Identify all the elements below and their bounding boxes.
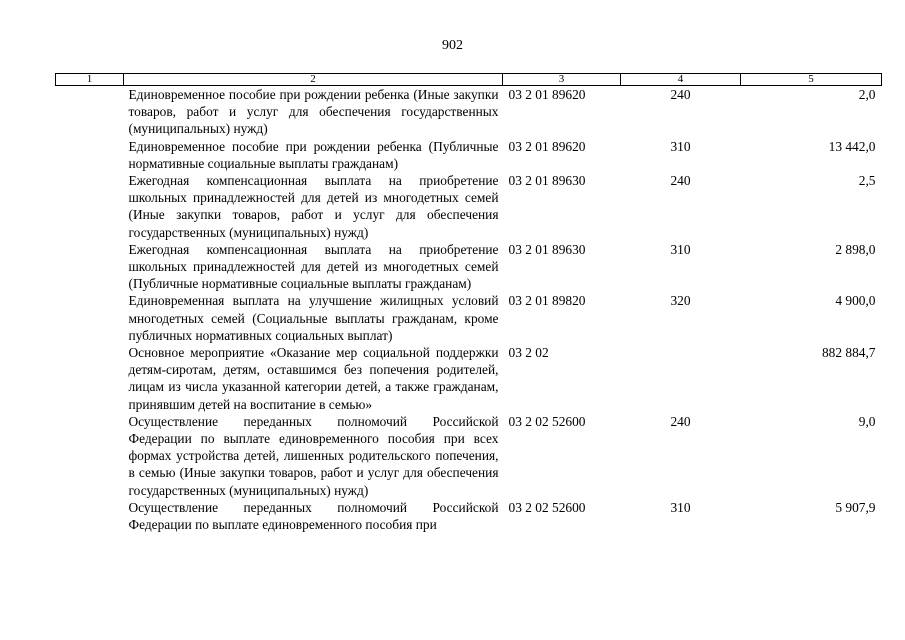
row-name: Ежегодная компенсационная выплата на приобретение школьных принадлежностей для детей из многодетных семей (Иные закупки товаров, работ и услуг для обеспечения государственных (муниципальных) нужд) xyxy=(128,173,499,240)
header-col-3: 3 xyxy=(503,74,621,86)
row-index-cell xyxy=(56,499,124,533)
row-index-cell xyxy=(56,172,124,241)
row-name: Единовременная выплата на улучшение жилищных условий многодетных семей (Социальные выплаты гражданам, кроме публичных нормативных социальных выплат) xyxy=(128,293,499,343)
header-col-1: 1 xyxy=(56,74,124,86)
row-type: 320 xyxy=(670,293,691,309)
row-name: Основное мероприятие «Оказание мер социальной поддержки детям-сиротам, детям, оставшимся без попечения родителей, лицам из числа указанной категории детей, а также гражданам, принявшим детей на воспитание в семью» xyxy=(128,345,499,412)
table-row xyxy=(56,241,882,293)
header-col-2: 2 xyxy=(124,74,503,86)
row-sum: 13 442,0 xyxy=(828,138,876,154)
row-index-cell xyxy=(56,86,124,138)
table-row xyxy=(56,413,882,499)
row-index-cell xyxy=(56,138,124,172)
budget-table xyxy=(55,73,882,533)
row-type: 240 xyxy=(670,87,691,102)
row-type: 240 xyxy=(670,413,691,429)
row-sum: 882 884,7 xyxy=(821,345,876,361)
row-name: Единовременное пособие при рождении ребенка (Публичные нормативные социальные выплаты гражданам) xyxy=(128,138,499,171)
row-index-cell xyxy=(56,292,124,344)
row-code: 03 2 02 52600 xyxy=(508,413,586,429)
row-code: 03 2 02 52600 xyxy=(508,499,586,515)
row-sum: 2 898,0 xyxy=(835,241,876,257)
row-type: 310 xyxy=(670,499,691,515)
table-row xyxy=(56,172,882,241)
table-row xyxy=(56,344,882,413)
table-header xyxy=(56,74,882,86)
row-code: 03 2 01 89630 xyxy=(508,173,586,189)
row-code: 03 2 01 89620 xyxy=(508,138,586,154)
row-code: 03 2 02 xyxy=(508,345,549,361)
row-sum: 2,0 xyxy=(858,87,876,102)
row-name: Ежегодная компенсационная выплата на приобретение школьных принадлежностей для детей из многодетных семей (Публичные нормативные социальные выплаты гражданам) xyxy=(128,241,499,292)
header-col-4: 4 xyxy=(621,74,741,86)
row-type: 310 xyxy=(670,241,691,257)
row-sum: 9,0 xyxy=(858,413,876,429)
table-row xyxy=(56,499,882,533)
table-row xyxy=(56,292,882,344)
row-code: 03 2 01 89820 xyxy=(508,293,586,309)
row-code: 03 2 01 89620 xyxy=(508,87,586,102)
table-row xyxy=(56,138,882,172)
table-row xyxy=(56,86,882,138)
row-name: Осуществление переданных полномочий Российской Федерации по выплате единовременного пособия при xyxy=(128,499,499,533)
row-type: 310 xyxy=(670,138,691,154)
row-name: Единовременное пособие при рождении ребенка (Иные закупки товаров, работ и услуг для обеспечения государственных (муниципальных) нужд) xyxy=(128,87,499,137)
row-sum: 4 900,0 xyxy=(835,293,876,309)
page-number: 902 xyxy=(442,38,463,53)
row-index-cell xyxy=(56,344,124,413)
row-index-cell xyxy=(56,241,124,293)
row-name: Осуществление переданных полномочий Российской Федерации по выплате единовременного пособия при всех формах устройства детей, лишенных родительского попечения, в семью (Иные закупки товаров, работ и услуг для обеспечения государственных (муниципальных) нужд) xyxy=(128,413,499,498)
row-type: 240 xyxy=(670,173,691,189)
row-sum: 2,5 xyxy=(858,173,876,189)
table-body xyxy=(56,86,882,534)
row-sum: 5 907,9 xyxy=(835,499,876,515)
row-type xyxy=(621,344,741,413)
header-col-5: 5 xyxy=(741,74,882,86)
header-row xyxy=(56,74,882,86)
row-index-cell xyxy=(56,413,124,499)
row-code: 03 2 01 89630 xyxy=(508,241,586,257)
